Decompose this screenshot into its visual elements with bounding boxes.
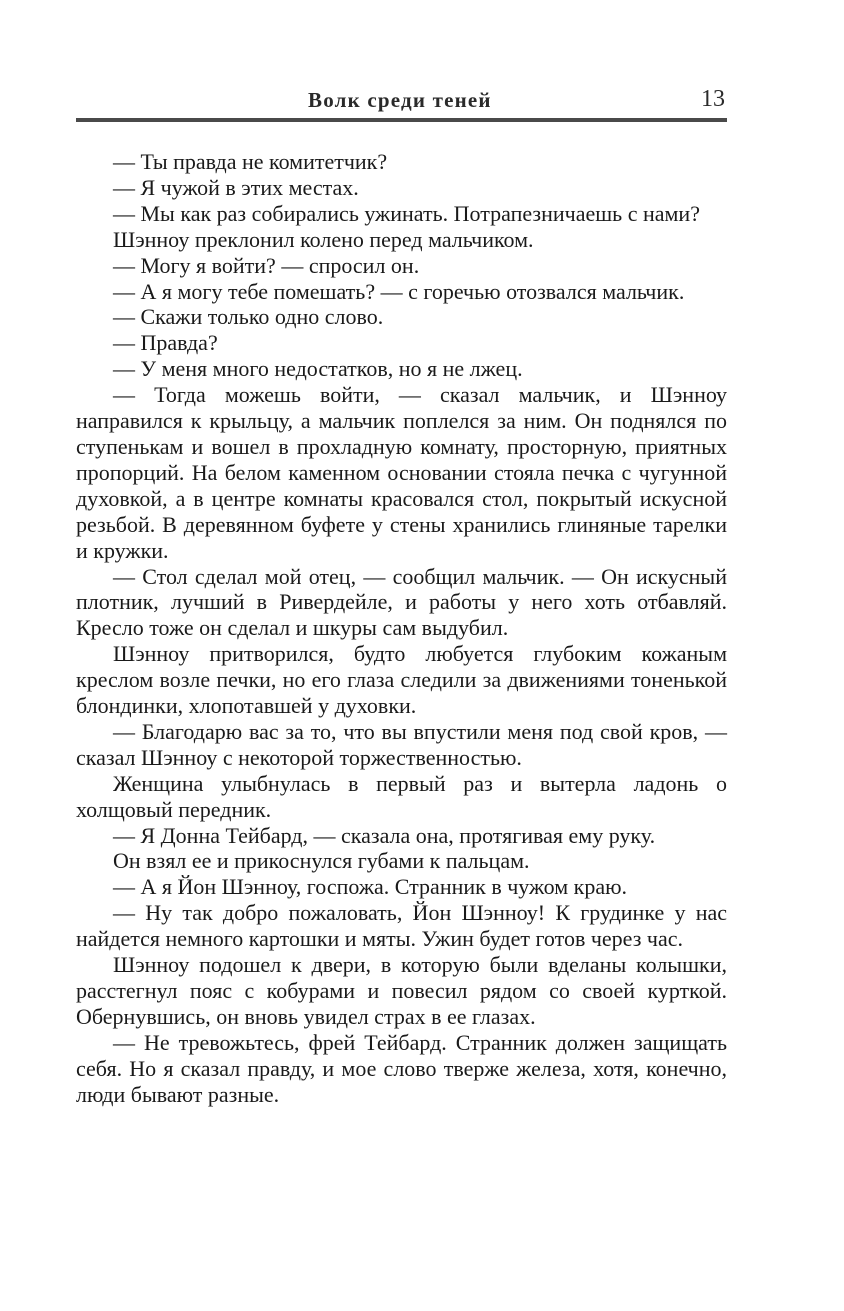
paragraph: — Стол сделал мой отец, — сообщил мальчик. — Он искусный плотник, лучший в Ривердейле, и работы у него хоть отбавляй. Кресло тоже он сделал и шкуры сам выдубил.: [76, 563, 727, 641]
paragraph: — Правда?: [113, 330, 218, 356]
paragraph: Шэнноу притворился, будто любуется глубоким кожаным креслом возле печки, но его глаза следили за движениями тоненькой блондинки, хлопотавшей у духовки.: [76, 641, 727, 719]
running-header: [76, 84, 727, 120]
paragraph: — Мы как раз собирались ужинать. Потрапезничаешь с нами?: [113, 200, 700, 226]
page-number: 13: [701, 86, 725, 112]
paragraph: — Могу я войти? — спросил он.: [113, 252, 420, 278]
paragraph: — Тогда можешь войти, — сказал мальчик, и Шэнноу направился к крыльцу, а мальчик поплелся за ним. Он поднялся по ступенькам и вошел в прохладную комнату, просторную, приятных пропорций. На белом каменном основании стояла печка с чугунной духовкой, а в центре комнаты красовался стол, покрытый искусной резьбой. В деревянном буфете у стены хранились глиняные тарелки и кружки.: [76, 382, 727, 563]
paragraph: — Не тревожьтесь, фрей Тейбард. Странник должен защищать себя. Но я сказал правду, и мое слово тверже железа, хотя, конечно, люди бывают разные.: [76, 1029, 727, 1107]
paragraph: Шэнноу подошел к двери, в которую были вделаны колышки, расстегнул пояс с кобурами и повесил рядом со своей курткой. Обернувшись, он вновь увидел страх в ее глазах.: [76, 952, 727, 1029]
paragraph: — Благодарю вас за то, что вы впустили меня под свой кров, — сказал Шэнноу с некоторой торжественностью.: [76, 718, 727, 770]
paragraph: Женщина улыбнулась в первый раз и вытерла ладонь о холщовый передник.: [76, 770, 727, 822]
paragraph: — А я могу тебе помешать? — с горечью отозвался мальчик.: [113, 278, 685, 304]
book-page: [76, 0, 727, 1311]
paragraph: Он взял ее и прикоснулся губами к пальцам.: [113, 848, 530, 874]
paragraph: — Ты правда не комитетчик?: [113, 149, 388, 174]
paragraph: — Я Донна Тейбард, — сказала она, протягивая ему руку.: [113, 822, 656, 848]
running-title: Волк среди теней: [308, 88, 492, 112]
paragraph: — Ну так добро пожаловать, Йон Шэнноу! К грудинке у нас найдется немного картошки и мяты. Ужин будет готов через час.: [76, 900, 727, 952]
paragraph: Шэнноу преклонил колено перед мальчиком.: [113, 226, 534, 252]
body-text: [76, 149, 727, 1108]
header-rule: [76, 118, 727, 122]
paragraph: — У меня много недостатков, но я не лжец.: [113, 356, 523, 382]
paragraph: — А я Йон Шэнноу, госпожа. Странник в чужом краю.: [113, 874, 628, 900]
paragraph: — Я чужой в этих местах.: [113, 174, 359, 200]
paragraph: — Скажи только одно слово.: [113, 304, 384, 330]
